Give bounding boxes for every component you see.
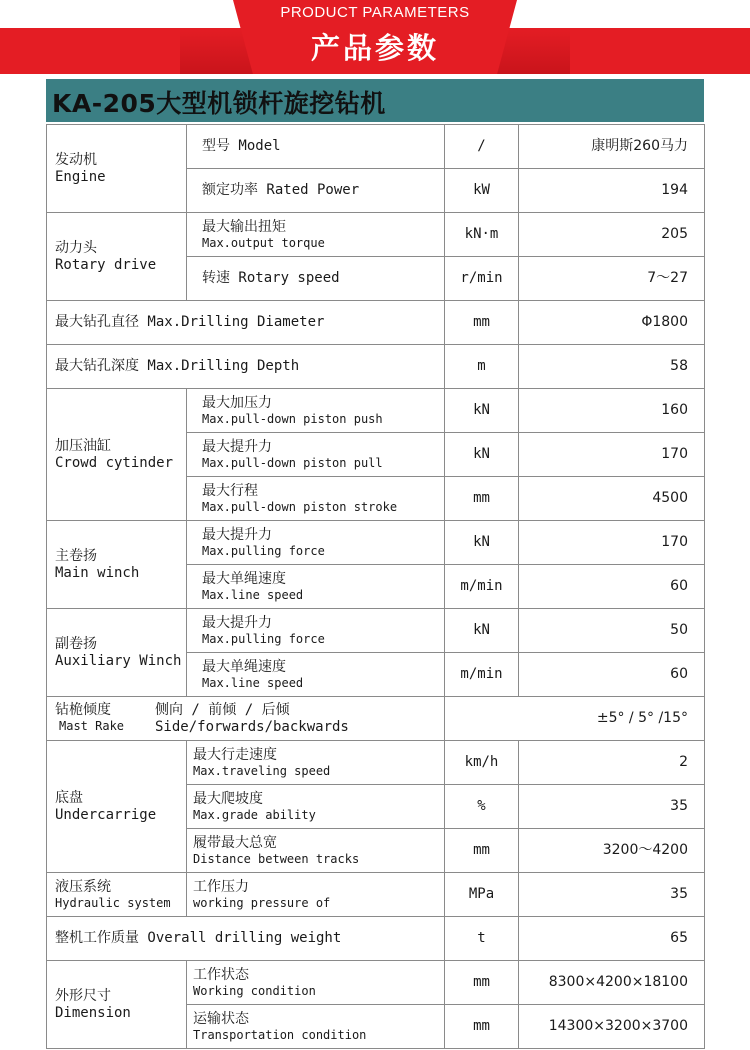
product-title-bar: [46, 79, 704, 122]
table-row: [47, 961, 705, 1005]
param-label: 工作状态 Working condition: [187, 961, 445, 1005]
param-label: 最大钻孔直径 Max.Drilling Diameter: [47, 301, 445, 345]
param-value: 65: [519, 917, 705, 961]
param-value: 58: [519, 345, 705, 389]
banner-title-en: PRODUCT PARAMETERS: [280, 4, 470, 21]
param-value: 14300×3200×3700: [519, 1005, 705, 1049]
param-unit: m/min: [445, 653, 519, 697]
param-label: 运输状态 Transportation condition: [187, 1005, 445, 1049]
param-unit: t: [445, 917, 519, 961]
spec-table: [46, 124, 705, 1049]
table-row: [47, 389, 705, 433]
param-value: 8300×4200×18100: [519, 961, 705, 1005]
param-value: ±5° / 5° /15°: [445, 697, 705, 741]
param-value: 50: [519, 609, 705, 653]
param-unit: km/h: [445, 741, 519, 785]
param-unit: mm: [445, 961, 519, 1005]
param-label: 最大单绳速度 Max.line speed: [187, 565, 445, 609]
param-unit: kN: [445, 521, 519, 565]
group-main-winch: 主卷扬 Main winch: [47, 521, 187, 609]
param-unit: kN: [445, 609, 519, 653]
param-unit: /: [445, 125, 519, 169]
group-engine: 发动机 Engine: [47, 125, 187, 213]
param-value: 170: [519, 433, 705, 477]
param-value: 2: [519, 741, 705, 785]
product-title: KA-205大型机锁杆旋挖钻机: [52, 89, 386, 118]
param-label: 型号 Model: [187, 125, 445, 169]
param-label: 最大爬坡度 Max.grade ability: [187, 785, 445, 829]
table-row: [47, 917, 705, 961]
param-value: 35: [519, 785, 705, 829]
param-unit: r/min: [445, 257, 519, 301]
param-label: 工作压力 working pressure of: [187, 873, 445, 917]
param-value: 170: [519, 521, 705, 565]
table-row: [47, 125, 705, 169]
param-label: 转速 Rotary speed: [187, 257, 445, 301]
param-unit: kN: [445, 389, 519, 433]
param-unit: kW: [445, 169, 519, 213]
table-row: [47, 873, 705, 917]
param-unit: mm: [445, 301, 519, 345]
param-label: 最大加压力 Max.pull-down piston push: [187, 389, 445, 433]
group-crowd-cylinder: 加压油缸 Crowd cytinder: [47, 389, 187, 521]
param-unit: m: [445, 345, 519, 389]
param-label: 最大钻孔深度 Max.Drilling Depth: [47, 345, 445, 389]
table-row: [47, 741, 705, 785]
param-value: 60: [519, 565, 705, 609]
param-label: 整机工作质量 Overall drilling weight: [47, 917, 445, 961]
param-unit: %: [445, 785, 519, 829]
param-unit: m/min: [445, 565, 519, 609]
table-row: [47, 213, 705, 257]
param-unit: kN·m: [445, 213, 519, 257]
table-row: [47, 521, 705, 565]
group-rotary-drive: 动力头 Rotary drive: [47, 213, 187, 301]
param-value: 60: [519, 653, 705, 697]
param-label: 最大行程 Max.pull-down piston stroke: [187, 477, 445, 521]
param-label: 最大提升力 Max.pull-down piston pull: [187, 433, 445, 477]
param-value: 康明斯260马力: [519, 125, 705, 169]
header-banner: [0, 0, 750, 74]
param-label: 最大输出扭矩 Max.output torque: [187, 213, 445, 257]
param-unit: mm: [445, 829, 519, 873]
param-unit: mm: [445, 1005, 519, 1049]
param-label: 额定功率 Rated Power: [187, 169, 445, 213]
param-value: 3200～4200: [519, 829, 705, 873]
param-label: 最大提升力 Max.pulling force: [187, 521, 445, 565]
param-label: 履带最大总宽 Distance between tracks: [187, 829, 445, 873]
group-undercarriage: 底盘 Undercarrige: [47, 741, 187, 873]
table-row: [47, 609, 705, 653]
param-label-mast-rake: 钻桅倾度 Mast Rake 侧向 / 前倾 / 后倾 Side/forwards/backwards: [47, 697, 445, 741]
param-label: 最大行走速度 Max.traveling speed: [187, 741, 445, 785]
param-label: 最大提升力 Max.pulling force: [187, 609, 445, 653]
param-unit: mm: [445, 477, 519, 521]
group-dimension: 外形尺寸 Dimension: [47, 961, 187, 1049]
param-label: 最大单绳速度 Max.line speed: [187, 653, 445, 697]
param-unit: MPa: [445, 873, 519, 917]
param-value: 205: [519, 213, 705, 257]
param-value: 35: [519, 873, 705, 917]
param-value: 4500: [519, 477, 705, 521]
param-value: 160: [519, 389, 705, 433]
param-value: 194: [519, 169, 705, 213]
table-row: [47, 301, 705, 345]
param-value: 7～27: [519, 257, 705, 301]
table-row: [47, 345, 705, 389]
table-row: [47, 697, 705, 741]
param-value: Φ1800: [519, 301, 705, 345]
group-auxiliary-winch: 副卷扬 Auxiliary Winch: [47, 609, 187, 697]
group-hydraulic-system: 液压系统 Hydraulic system: [47, 873, 187, 917]
param-unit: kN: [445, 433, 519, 477]
banner-title-cn: 产品参数: [310, 31, 439, 65]
